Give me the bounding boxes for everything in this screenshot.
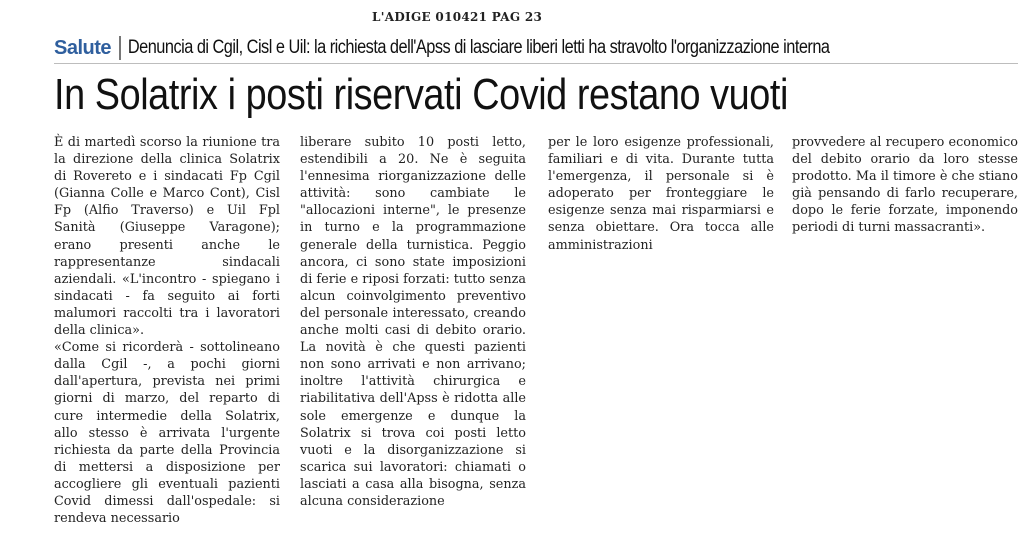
newspaper-source-line: L'ADIGE 010421 PAG 23 xyxy=(372,10,543,24)
paragraph: per le loro esigenze professionali, familiari e di vita. Durante tutta l'emergenza, il personale si è adoperato per fronteggiare le esigenze senza mai risparmiarsi e senza obiettare. Ora tocca alle amministrazioni xyxy=(548,135,774,253)
section-label: Salute xyxy=(54,36,121,60)
article-column-3 xyxy=(548,134,774,254)
article-column-2 xyxy=(300,134,526,510)
paragraph: «Come si ricorderà - sottolineano dalla Cgil -, a pochi giorni dall'apertura, prevista nei primi giorni di marzo, del reparto di cure intermedie della Solatrix, allo stesso è arrivata l'urgente richiesta da parte della Provincia di mettersi a disposizione per accogliere gli eventuali pazienti Covid dimessi dall'ospedale: si rendeva necessario xyxy=(54,340,280,527)
article-headline: In Solatrix i posti riservati Covid restano vuoti xyxy=(54,70,788,119)
paragraph: liberare subito 10 posti letto, estendibili a 20. Ne è seguita l'ennesima riorganizzazione delle attività: sono cambiate le "allocazioni interne", le presenze in turno e la programmazione generale della turnistica. Peggio ancora, ci sono state imposizioni di ferie e riposi forzati: tutto senza alcun coinvolgimento preventivo del personale interessato, creando anche molti casi di debito orario. La novità è che questi pazienti non sono arrivati e non arrivano; inoltre l'attività chirurgica e riabilitativa dell'Apss è ridotta alle sole emergenze e dunque la Solatrix si trova coi posti letto vuoti e la disorganizzazione si scarica sui lavoratori: chiamati o lasciati a casa alla bisogna, senza alcuna considerazione xyxy=(300,135,526,509)
article-column-4 xyxy=(792,134,1018,237)
kicker-subtitle: Denuncia di Cgil, Cisl e Uil: la richiesta dell'Apss di lasciare liberi letti ha stravolto l'organizzazione interna xyxy=(127,37,830,58)
paragraph: provvedere al recupero economico del debito orario da loro stesse prodotto. Ma il timore è che stiano già pensando di farlo recuperare, dopo le ferie forzate, imponendo periodi di turni massacranti». xyxy=(792,135,1018,236)
article-column-1 xyxy=(54,134,280,527)
kicker-row xyxy=(54,33,1018,64)
article-body xyxy=(54,134,1018,544)
paragraph: È di martedì scorso la riunione tra la direzione della clinica Solatrix di Rovereto e i sindacati Fp Cgil (Gianna Colle e Marco Cont), Cisl Fp (Alfio Traverso) e Uil Fpl Sanità (Giuseppe Varagone); erano presenti anche le rappresentanze sindacali aziendali. «L'incontro - spiegano i sindacati - fa seguito ai forti malumori raccolti tra i lavoratori della clinica». xyxy=(54,135,280,339)
